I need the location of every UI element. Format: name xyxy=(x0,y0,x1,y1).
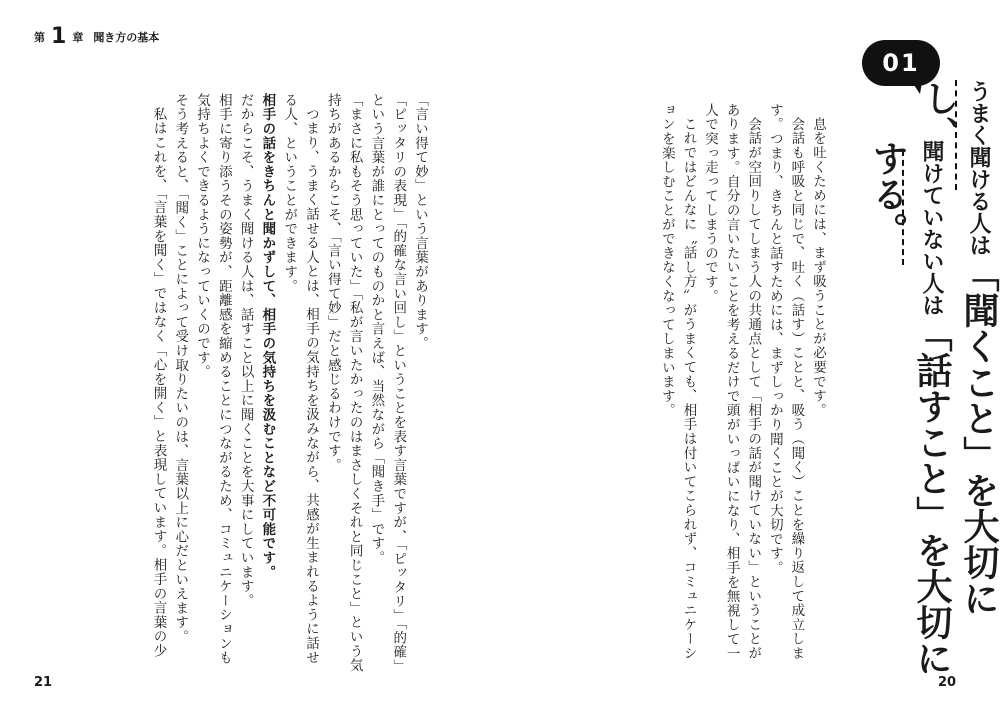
section-badge: 01 xyxy=(862,40,940,86)
paragraph: 「言い得て妙」という言葉があります。 xyxy=(412,93,428,351)
title-line1-big: 「聞くこと」 xyxy=(958,256,999,472)
chapter-header xyxy=(34,26,159,48)
title-line1-tail: を大切にし、 xyxy=(918,80,999,616)
paragraph: 息を吐くためには、まず吸うことが必要です。 xyxy=(810,116,826,417)
chapter-title: 聞き方の基本 xyxy=(93,31,160,44)
page-number-left: 21 xyxy=(34,675,53,690)
page-number-right: 20 xyxy=(938,675,957,690)
paragraph: 私はこれを、「言葉を聞く」ではなく「心を開く」と表現しています。相手の言葉の少 xyxy=(150,106,167,658)
paragraph: つまり、うまく話せる人とは、相手の気持ちを汲みながら、共感が生まれるように話せる人、ということができます。 xyxy=(281,93,320,665)
paragraph: 会話が空回りしてしまう人の共通点として「相手の話が聞けていない」ということがあります。自分の言いたいことを考えるだけで頭がいっぱいになり、相手を無視して一人で突っ走ってしまうのです。 xyxy=(702,103,762,661)
paragraph: 「ピッタリの表現」「的確な言い回し」ということを表す言葉ですが、「ピッタリ」「的確」という言葉が誰にとってのものかと言えば、当然ながら「聞き手」です。 xyxy=(368,93,407,667)
title-line1-small: うまく聞ける人は xyxy=(966,80,991,256)
chapter-prefix: 第 xyxy=(34,31,45,44)
left-page-body xyxy=(80,93,430,673)
paragraph: これではどんなに〝話し方〟がうまくても、相手は付いてこられず、コミュニケーションを楽しむことができなくなってしまいます。 xyxy=(658,103,697,660)
paragraph: 相手に寄り添うその姿勢が、距離感を縮めることにつながるため、コミュニケーションも気持ちよくできるようになっていくのです。 xyxy=(194,93,232,665)
title-line2-small: 聞けていない人は xyxy=(919,140,944,316)
paragraph: そう考えると、「聞く」ことによって受け取りたいのは、言葉以上に心だといえます。 xyxy=(172,93,189,644)
title-line2-tail: を大切にする。 xyxy=(867,140,952,676)
right-page-body xyxy=(598,103,828,673)
title-line-2 xyxy=(865,140,953,700)
emphasis-paragraph: 相手の話をきちんと聞かずして、相手の気持ちを汲むことなど不可能です。 xyxy=(259,93,276,580)
paragraph: 会話も呼吸と同じで、吐く（話す）ことと、吸う（聞く）ことを繰り返して成立します。つまり、きちんと話すためには、まずしっかり聞くことが大切です。 xyxy=(766,103,805,660)
paragraph: 「まさに私もそう思っていた」「私が言いたかったのはまさしくそれと同じこと」という気持ちがあるからこそ、「言い得て妙」だと感じるわけです。 xyxy=(324,93,363,673)
chapter-number: 1 xyxy=(51,24,67,49)
chapter-suffix: 章 xyxy=(72,31,84,44)
paragraph: だからこそ、うまく聞ける人は、話すこと以上に聞くことを大事にしています。 xyxy=(237,93,254,608)
title-line2-big: 「話すこと」 xyxy=(911,316,952,532)
